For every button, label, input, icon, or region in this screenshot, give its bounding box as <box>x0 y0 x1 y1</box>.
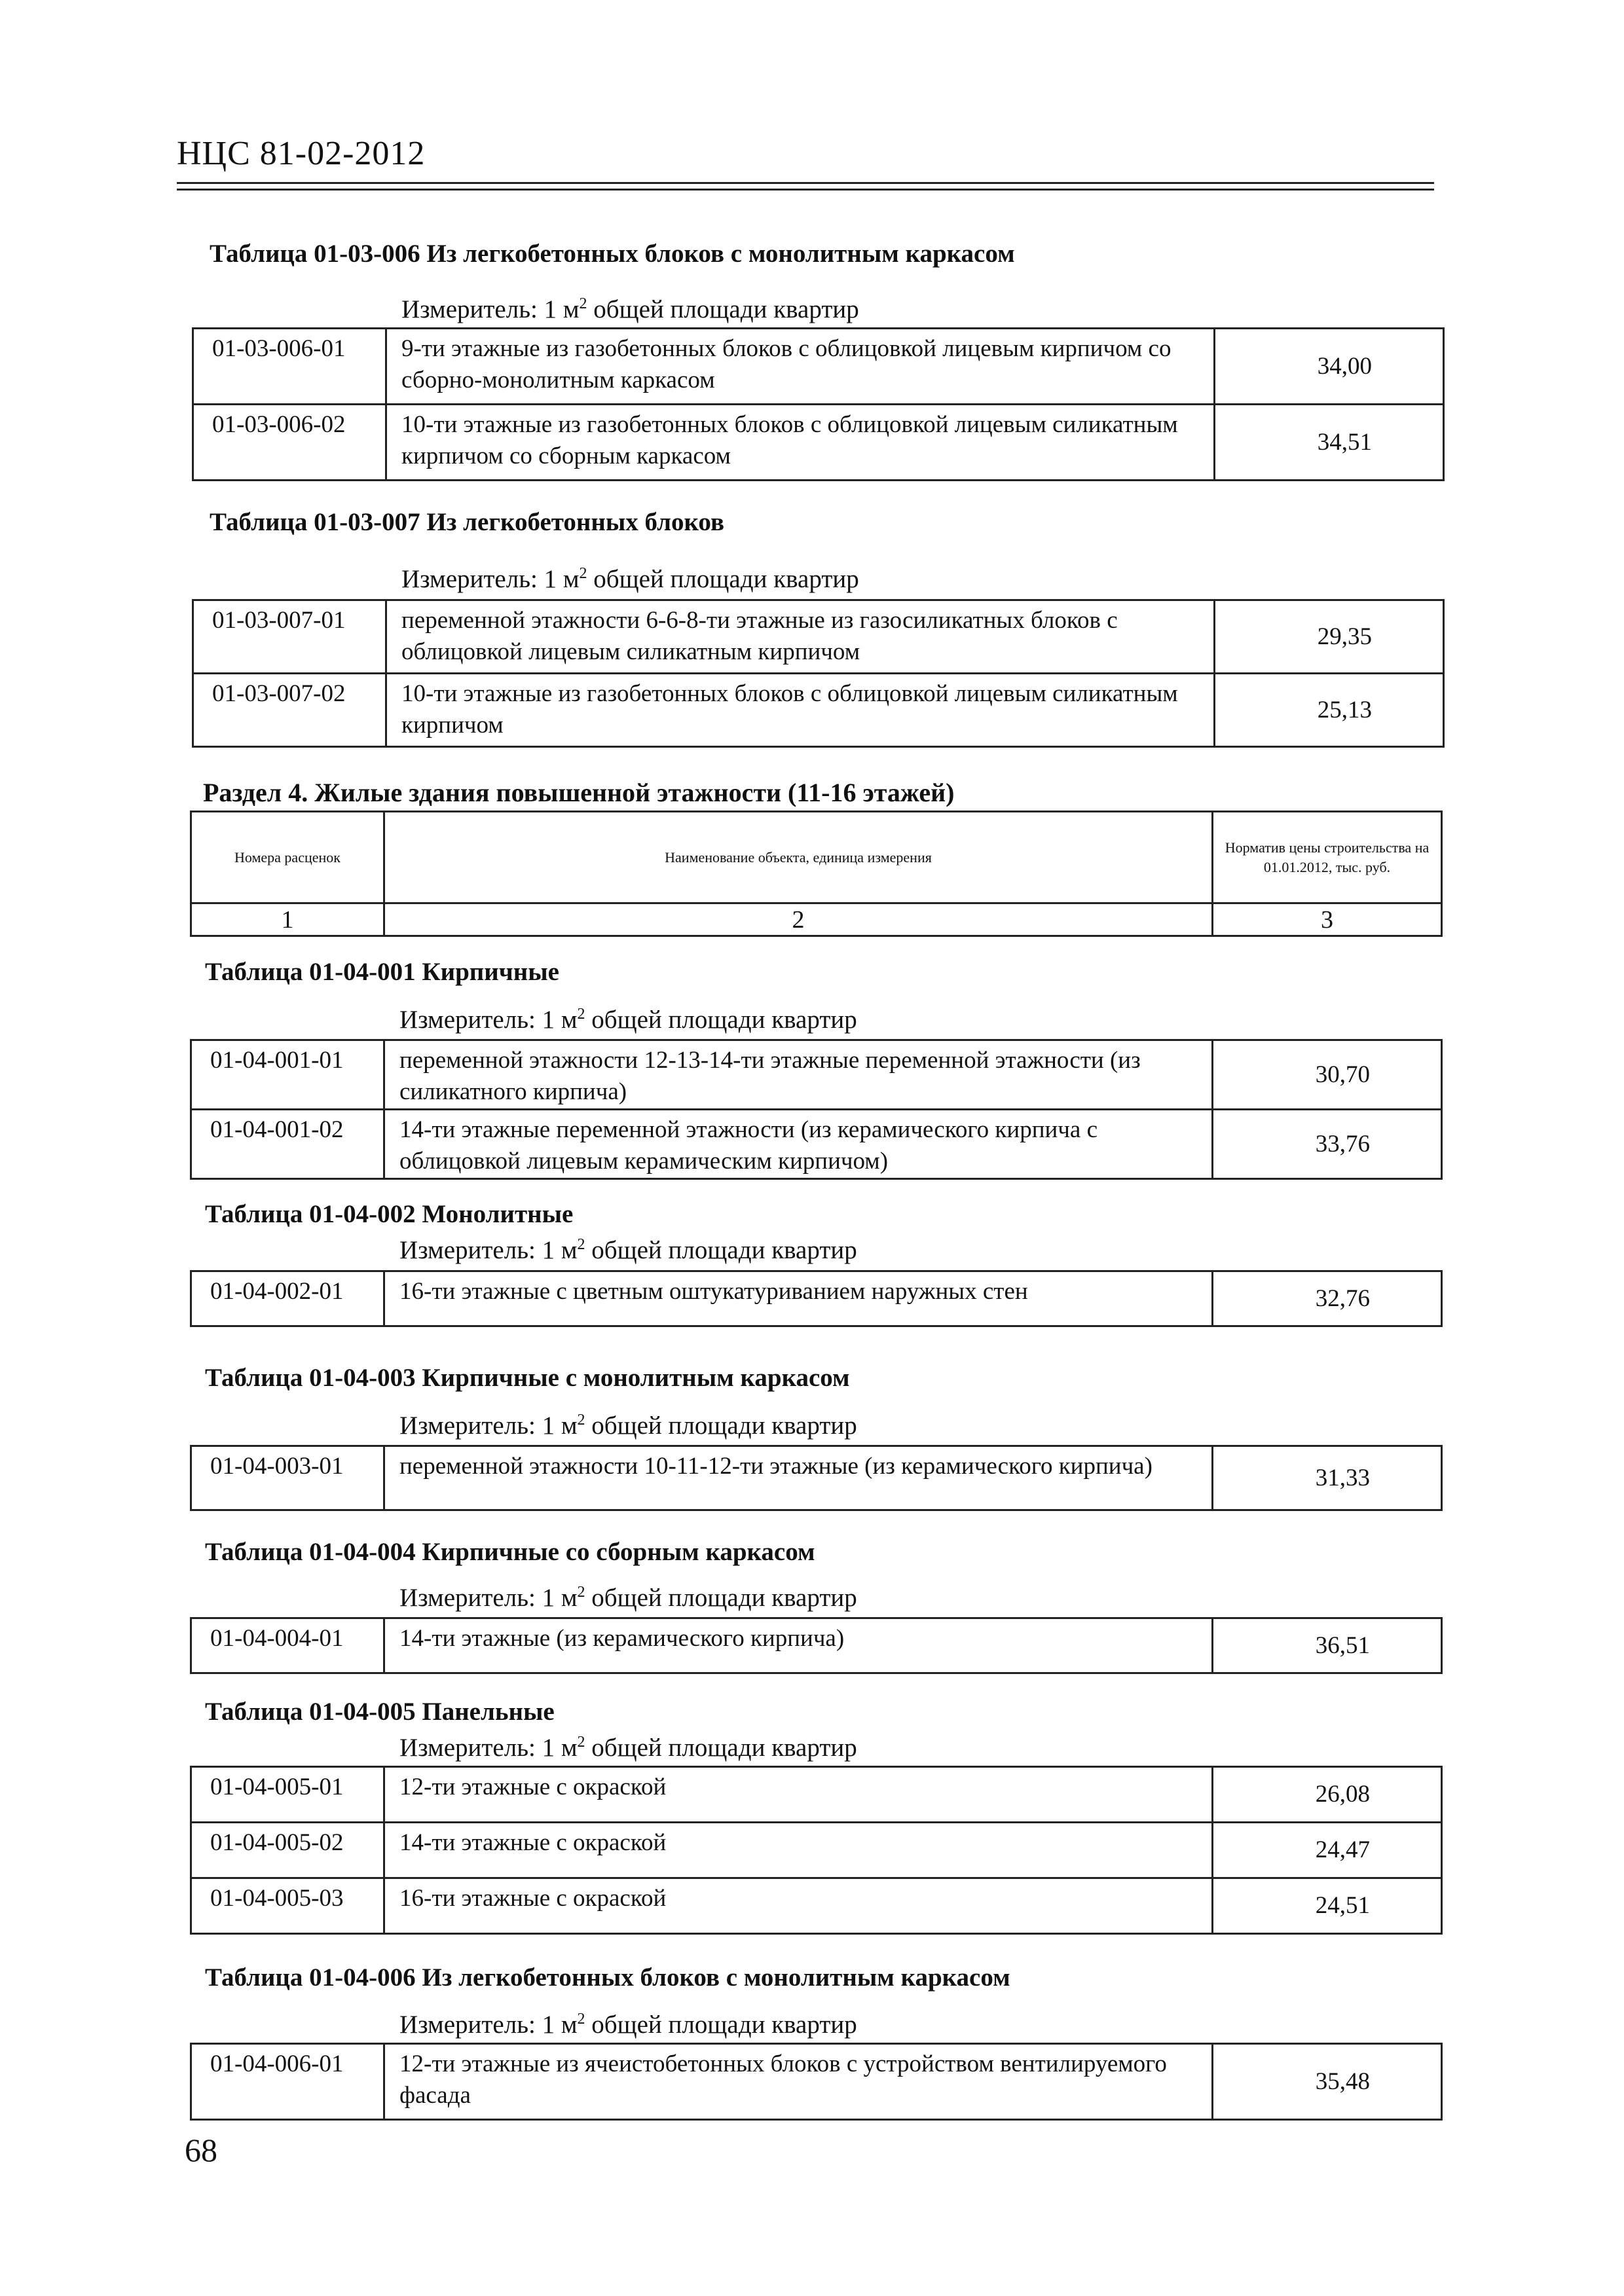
measure-superscript: 2 <box>579 565 587 582</box>
object-description: 16-ти этажные с окраской <box>384 1878 1213 1934</box>
column-header-codes: Номера расценок <box>191 812 384 903</box>
price-table <box>190 1270 1443 1327</box>
table-title: Таблица 01-03-006 Из легкобетонных блоков с монолитным каркасом <box>210 240 1015 268</box>
measure-label: Измеритель: 1 м <box>401 295 580 323</box>
measure-label: Измеритель: 1 м <box>399 1236 578 1264</box>
price-code: 01-03-006-01 <box>193 329 386 405</box>
column-header-name: Наименование объекта, единица измерения <box>384 812 1213 903</box>
column-number-3: 3 <box>1213 903 1442 936</box>
price-table <box>192 599 1445 748</box>
price-value: 24,51 <box>1213 1878 1442 1934</box>
measure-superscript: 2 <box>577 1584 585 1601</box>
price-value: 32,76 <box>1213 1271 1442 1326</box>
price-value: 30,70 <box>1213 1040 1442 1110</box>
price-code: 01-03-007-01 <box>193 600 386 674</box>
object-description: переменной этажности 10-11-12-ти этажные (из керамического кирпича) <box>384 1446 1213 1510</box>
table-title: Таблица 01-04-002 Монолитные <box>205 1200 574 1228</box>
measure-superscript: 2 <box>577 1412 585 1429</box>
price-value: 35,48 <box>1213 2044 1442 2120</box>
price-code: 01-04-005-03 <box>191 1878 384 1934</box>
page-number: 68 <box>185 2132 217 2168</box>
object-description: переменной этажности 12-13-14-ти этажные переменной этажности (из силикатного кирпича) <box>384 1040 1213 1110</box>
object-description: 16-ти этажные с цветным оштукатуриванием наружных стен <box>384 1271 1213 1326</box>
price-code: 01-03-007-02 <box>193 674 386 747</box>
price-code: 01-04-005-02 <box>191 1823 384 1878</box>
table-row <box>193 674 1444 747</box>
table-row <box>191 1878 1442 1934</box>
object-description: 12-ти этажные с окраской <box>384 1767 1213 1823</box>
table-title: Таблица 01-04-001 Кирпичные <box>205 958 559 986</box>
price-code: 01-04-003-01 <box>191 1446 384 1510</box>
price-value: 31,33 <box>1213 1446 1442 1510</box>
measure-unit-line <box>401 295 859 324</box>
table-row <box>191 2044 1442 2120</box>
table-row <box>193 600 1444 674</box>
price-value: 24,47 <box>1213 1823 1442 1878</box>
table-row <box>191 1618 1442 1673</box>
object-description: 14-ти этажные (из керамического кирпича) <box>384 1618 1213 1673</box>
price-table <box>192 327 1445 481</box>
measure-label: Измеритель: 1 м <box>399 1734 578 1762</box>
measure-rest: общей площади квартир <box>585 1236 857 1264</box>
table-row <box>191 1110 1442 1179</box>
object-description: 12-ти этажные из ячеистобетонных блоков с устройством вентилируемого фасада <box>384 2044 1213 2120</box>
price-code: 01-04-002-01 <box>191 1271 384 1326</box>
measure-unit-line <box>399 1005 857 1034</box>
measure-unit-line <box>399 1235 857 1265</box>
table-row <box>191 1271 1442 1326</box>
table-title: Таблица 01-04-005 Панельные <box>205 1698 555 1726</box>
table-row <box>191 1767 1442 1823</box>
table-row <box>193 405 1444 481</box>
price-value: 26,08 <box>1213 1767 1442 1823</box>
object-description: 10-ти этажные из газобетонных блоков с облицовкой лицевым силикатным кирпичом со сборным каркасом <box>386 405 1215 481</box>
table-title: Таблица 01-03-007 Из легкобетонных блоков <box>210 508 725 536</box>
price-value: 25,13 <box>1215 674 1444 747</box>
object-description: 14-ти этажные с окраской <box>384 1823 1213 1878</box>
document-code-header: НЦС 81-02-2012 <box>177 135 426 172</box>
measure-rest: общей площади квартир <box>587 565 859 593</box>
price-value: 33,76 <box>1213 1110 1442 1179</box>
price-table <box>190 1039 1443 1180</box>
object-description: 9-ти этажные из газобетонных блоков с облицовкой лицевым кирпичом со сборно-монолитным каркасом <box>386 329 1215 405</box>
measure-label: Измеритель: 1 м <box>399 2011 578 2039</box>
measure-rest: общей площади квартир <box>585 1006 857 1034</box>
table-row <box>191 1040 1442 1110</box>
measure-rest: общей площади квартир <box>585 1584 857 1612</box>
price-code: 01-04-001-02 <box>191 1110 384 1179</box>
table-title: Таблица 01-04-004 Кирпичные со сборным каркасом <box>205 1538 815 1566</box>
measure-superscript: 2 <box>577 1006 585 1023</box>
section-4-title: Раздел 4. Жилые здания повышенной этажности (11-16 этажей) <box>203 778 955 807</box>
price-table <box>190 1766 1443 1935</box>
header-rule-bottom <box>177 189 1434 191</box>
measure-label: Измеритель: 1 м <box>399 1412 578 1440</box>
measure-label: Измеритель: 1 м <box>401 565 580 593</box>
price-value: 36,51 <box>1213 1618 1442 1673</box>
object-description: переменной этажности 6-6-8-ти этажные из газосиликатных блоков с облицовкой лицевым силикатным кирпичом <box>386 600 1215 674</box>
column-number-2: 2 <box>384 903 1213 936</box>
measure-superscript: 2 <box>577 1236 585 1253</box>
measure-rest: общей площади квартир <box>587 295 859 323</box>
price-code: 01-04-005-01 <box>191 1767 384 1823</box>
object-description: 10-ти этажные из газобетонных блоков с облицовкой лицевым силикатным кирпичом <box>386 674 1215 747</box>
header-rule-top <box>177 182 1434 184</box>
price-value: 34,00 <box>1215 329 1444 405</box>
column-header-price: Норматив цены строительства на 01.01.2012, тыс. руб. <box>1213 812 1442 903</box>
price-value: 34,51 <box>1215 405 1444 481</box>
object-description: 14-ти этажные переменной этажности (из керамического кирпича с облицовкой лицевым керамическим кирпичом) <box>384 1110 1213 1179</box>
measure-rest: общей площади квартир <box>585 2011 857 2039</box>
price-code: 01-04-006-01 <box>191 2044 384 2120</box>
measure-unit-line <box>399 1733 857 1762</box>
measure-unit-line <box>399 2010 857 2039</box>
column-number-1: 1 <box>191 903 384 936</box>
price-table <box>190 1617 1443 1674</box>
measure-label: Измеритель: 1 м <box>399 1584 578 1612</box>
table-title: Таблица 01-04-003 Кирпичные с монолитным каркасом <box>205 1364 850 1392</box>
measure-label: Измеритель: 1 м <box>399 1006 578 1034</box>
price-value: 29,35 <box>1215 600 1444 674</box>
table-title: Таблица 01-04-006 Из легкобетонных блоков с монолитным каркасом <box>205 1963 1010 1992</box>
price-code: 01-04-004-01 <box>191 1618 384 1673</box>
measure-superscript: 2 <box>577 2011 585 2028</box>
table-row <box>191 1823 1442 1878</box>
measure-rest: общей площади квартир <box>585 1734 857 1762</box>
measure-unit-line <box>399 1411 857 1440</box>
measure-rest: общей площади квартир <box>585 1412 857 1440</box>
measure-unit-line <box>401 564 859 594</box>
measure-superscript: 2 <box>579 295 587 312</box>
measure-superscript: 2 <box>577 1734 585 1751</box>
table-row <box>191 1446 1442 1510</box>
column-header-table <box>190 811 1443 937</box>
price-table <box>190 1445 1443 1511</box>
measure-unit-line <box>399 1583 857 1613</box>
price-table <box>190 2043 1443 2121</box>
price-code: 01-04-001-01 <box>191 1040 384 1110</box>
table-row <box>193 329 1444 405</box>
price-code: 01-03-006-02 <box>193 405 386 481</box>
